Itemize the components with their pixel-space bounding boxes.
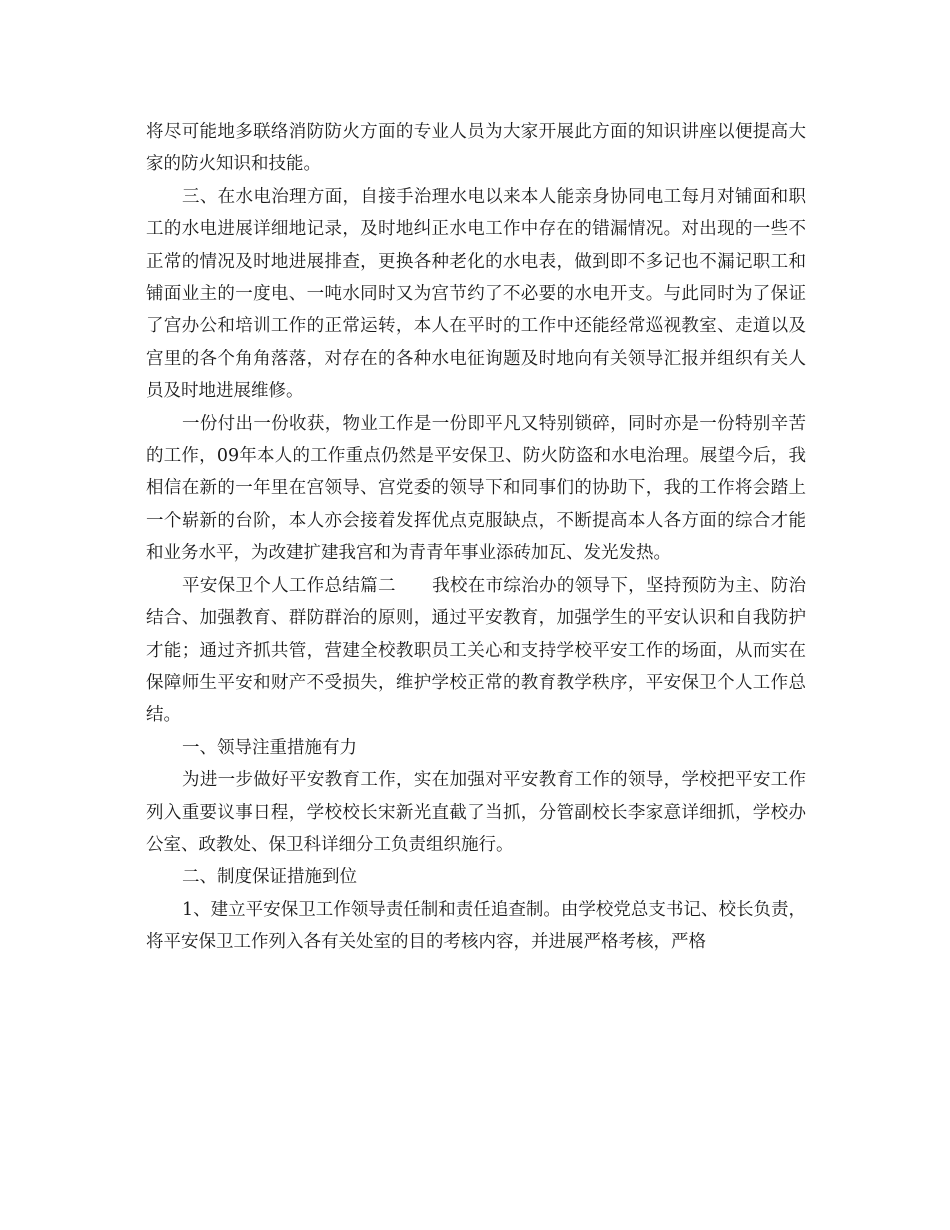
paragraph: 1、建立平安保卫工作领导责任制和责任追查制。由学校党总支书记、校长负责，将平安保卫工作列入各有关处室的目的考核内容，并进展严格考核，严格 <box>146 899 806 953</box>
document-body <box>146 116 806 959</box>
paragraph: 一份付出一份收获，物业工作是一份即平凡又特别锁碎，同时亦是一份特别辛苦的工作，09年本人的工作重点仍然是平安保卫、防火防盗和水电治理。展望今后，我相信在新的一年里在宫领导、宫党委的领导下和同事们的协助下，我的工作将会踏上一个崭新的台阶，本人亦会接着发挥优点克服缺点，不断提高本人各方面的综合才能和业务水平，为改建扩建我宫和为青青年事业添砖加瓦、发光发热。 <box>146 413 806 564</box>
subheading: 二、制度保证措施到位 <box>182 867 357 888</box>
paragraph-text: 我校在市综治办的领导下，坚持预防为主、防治结合、加强教育、群防群治的原则，通过平安教育，加强学生的平安认识和自我防护才能；通过齐抓共管，营建全校教职员工关心和支持学校平安工作的场面，从而实在保障师生平安和财产不受损失，维护学校正常的教育教学秩序，平安保卫个人工作总结。 <box>146 575 807 726</box>
paragraph <box>146 570 806 732</box>
section-heading: 平安保卫个人工作总结篇二 <box>182 575 396 596</box>
paragraph: 将尽可能地多联络消防防火方面的专业人员为大家开展此方面的知识讲座以便提高大家的防火知识和技能。 <box>146 122 806 175</box>
paragraph: 三、在水电治理方面，自接手治理水电以来本人能亲身协同电工每月对铺面和职工的水电进展详细地记录，及时地纠正水电工作中存在的错漏情况。对出现的一些不正常的情况及时地进展排查，更换各种老化的水电表，做到即不多记也不漏记职工和铺面业主的一度电、一吨水同时又为宫节约了不必要的水电开支。与此同时为了保证了宫办公和培训工作的正常运转，本人在平时的工作中还能经常巡视教室、走道以及宫里的各个角角落落，对存在的各种水电征询题及时地向有关领导汇报并组织有关人员及时地进展维修。 <box>146 186 806 402</box>
subheading: 一、领导注重措施有力 <box>182 737 357 758</box>
paragraph: 为进一步做好平安教育工作，实在加强对平安教育工作的领导，学校把平安工作列入重要议事日程，学校校长宋新光直截了当抓，分管副校长李家意详细抓，学校办公室、政教处、保卫科详细分工负责组织施行。 <box>146 770 806 855</box>
